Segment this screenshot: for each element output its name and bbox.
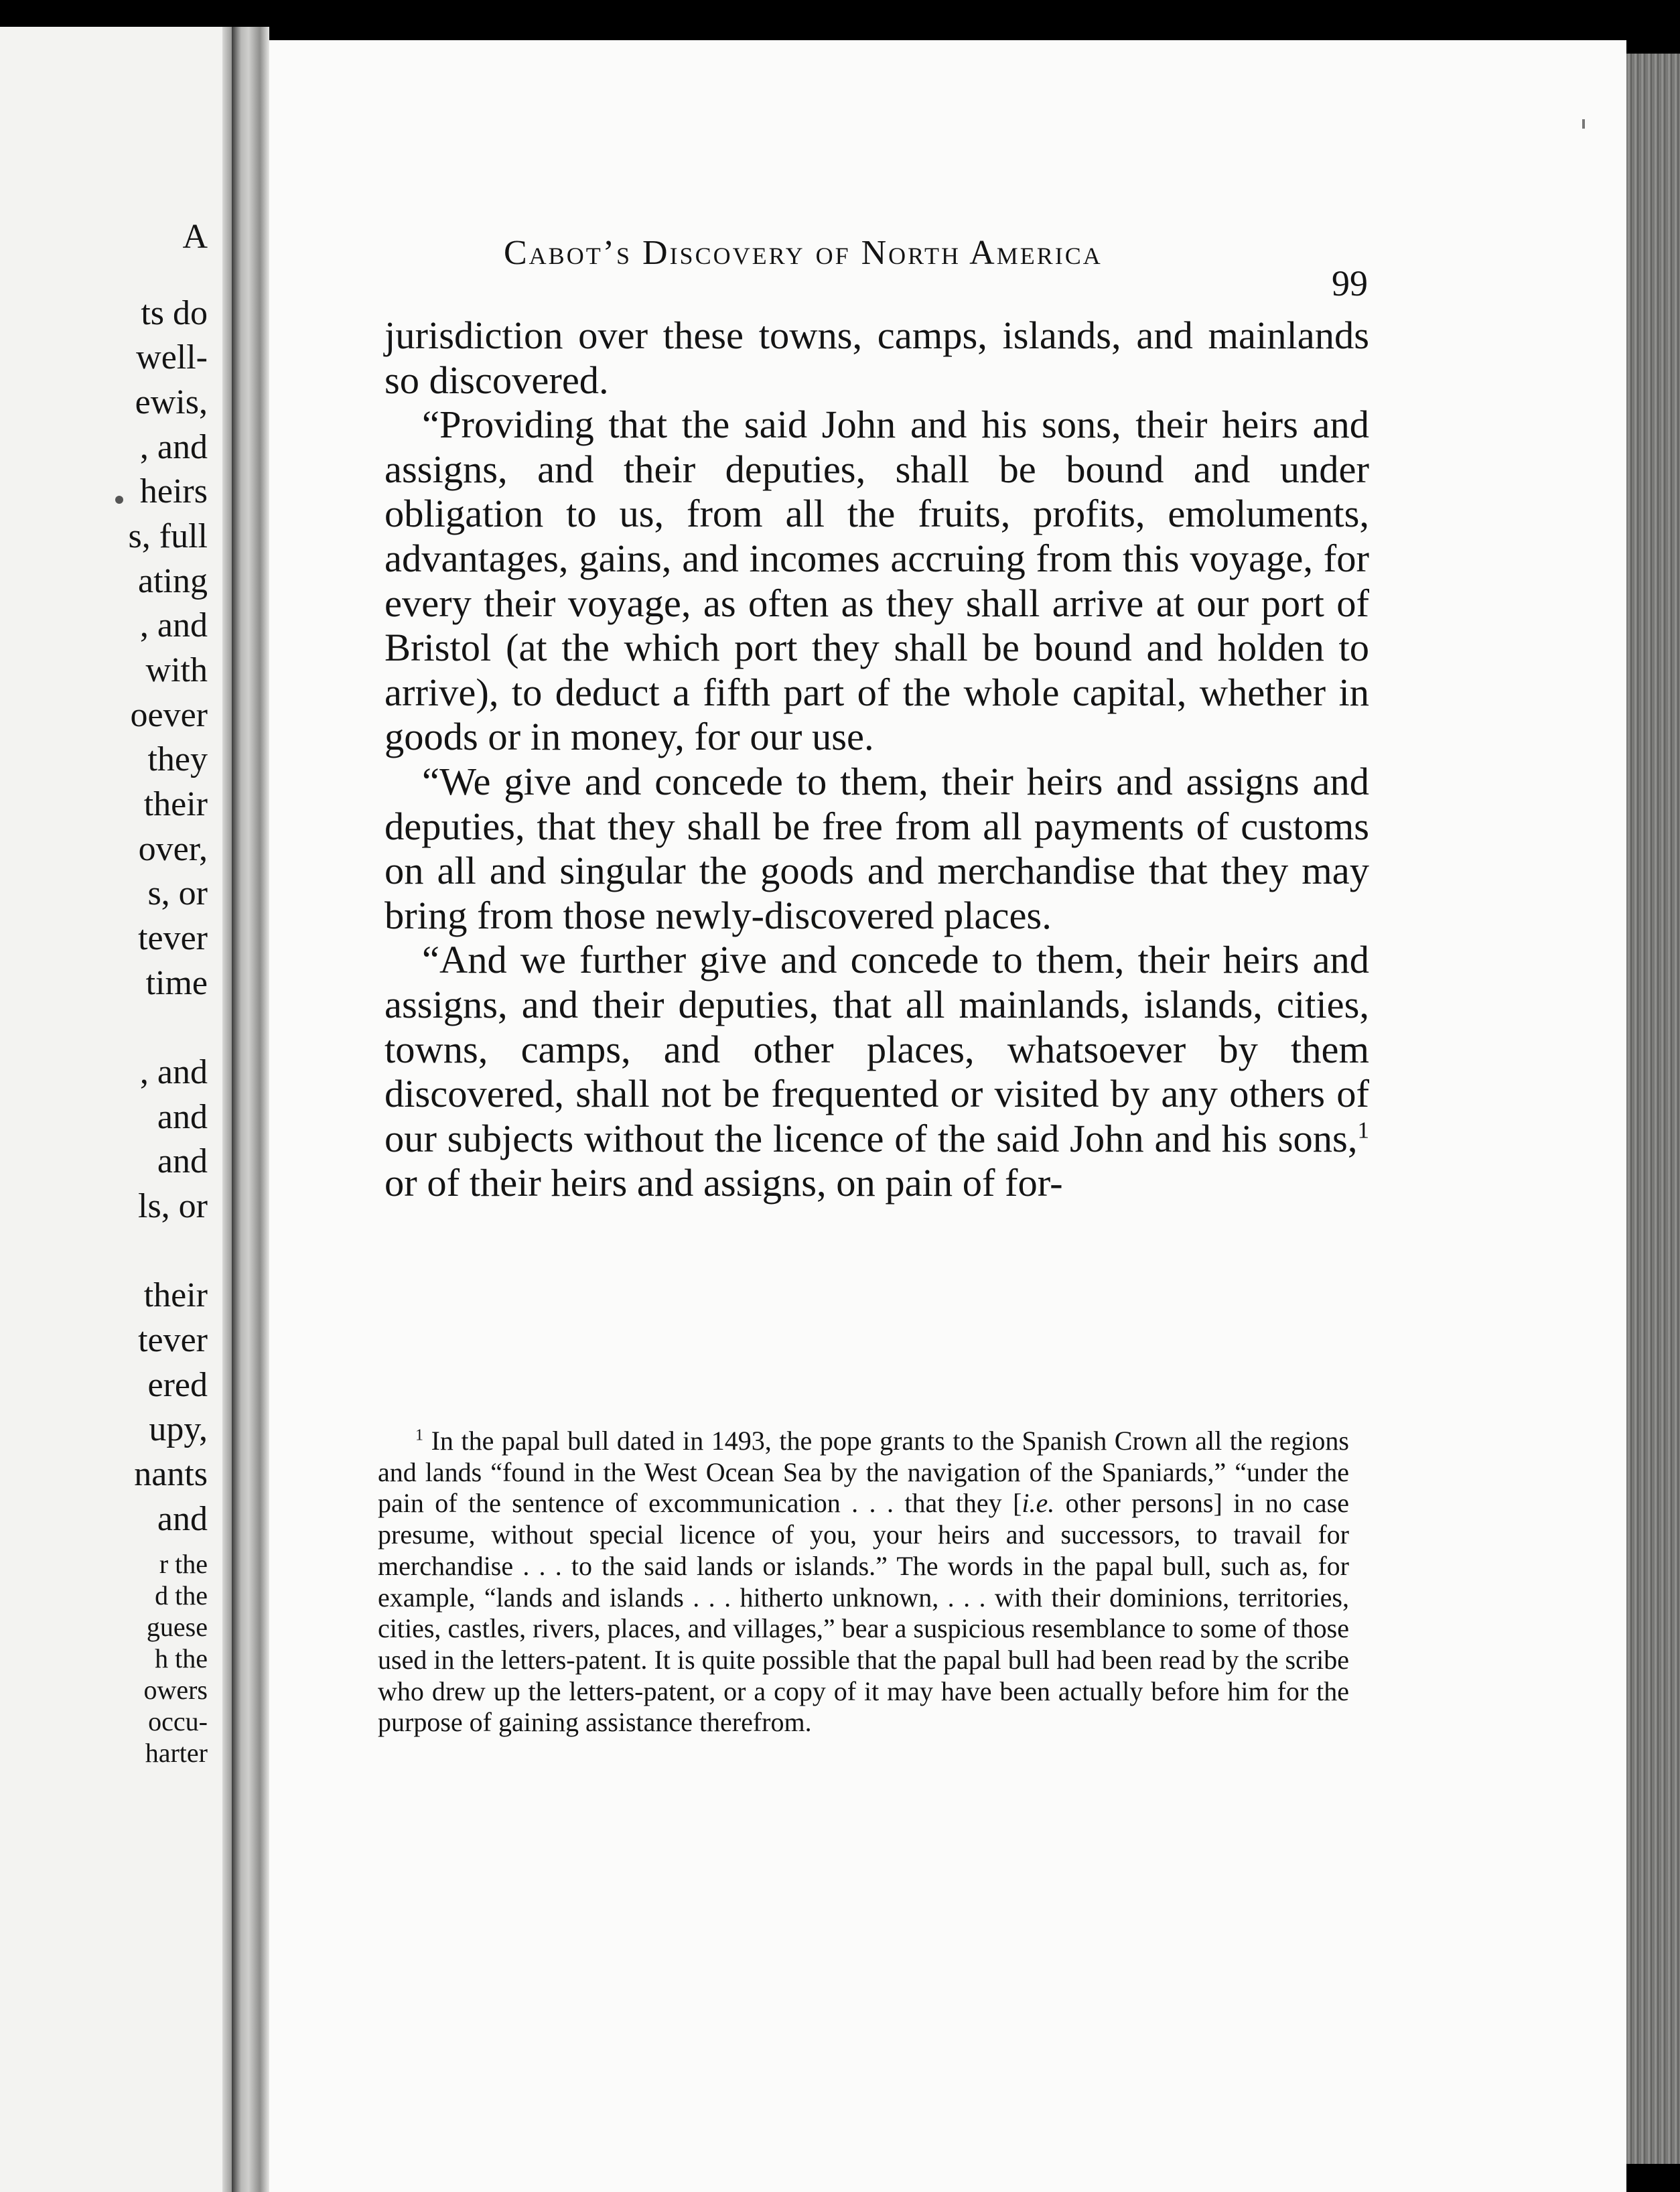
ink-speck [115,496,123,504]
paragraph: “We give and concede to them, their heirs and assigns and deputies, that they shall be free from all payments of customs on all and singular the goods and merchandise that they may bring from those newly-discovered places. [384,759,1369,937]
previous-page-footnote-line: owers [143,1675,208,1705]
previous-page-footnote-line: guese [146,1612,208,1642]
footnote-text-part: In the papal bull dated in 1493, the pope grants to the Spanish Crown all the regions and lands “found in the West Ocean Sea by the navigation of the Spaniards,” “under the pain of the sentence of excommunication . . . that they [ [378,1426,1349,1519]
previous-page-line: tever [138,1321,208,1359]
previous-page-line: s, or [147,874,208,912]
page-number: 99 [1332,263,1368,303]
page-fore-edge [1626,54,1680,2164]
footnote-text [378,1426,1349,1738]
previous-page-line: tever [138,919,208,957]
footnote-reference: 1 [1357,1117,1369,1144]
previous-page-footnote-line: d the [155,1580,208,1611]
previous-page-footnote-line: h the [155,1643,208,1673]
previous-page-line: they [147,740,208,778]
previous-page-edge [222,27,232,2192]
previous-page-line: over, [138,830,208,868]
footnote-marker: 1 [415,1426,423,1444]
previous-page-line: , and [139,428,208,466]
previous-page-line: ating [138,562,208,600]
previous-page-line: ered [147,1366,208,1404]
previous-page-footnote-line: harter [145,1738,208,1768]
body-text [384,314,1369,1206]
previous-page-line: nants [134,1455,208,1493]
previous-page-line: their [143,785,208,823]
previous-page-line: ls, or [138,1187,208,1225]
paragraph: “Providing that the said John and his sons, their heirs and assigns, and their deputies, shall be bound and under obligation to us, from all the fruits, profits, emoluments, advantages, gains, and incomes accruing from this voyage, for every their voyage, as often as they shall arrive at our port of Bristol (at the which port they shall be bound and holden to arrive), to deduct a fifth part of the whole capital, whether in goods or in money, for our use. [384,403,1369,759]
footnote [378,1426,1349,1738]
previous-page-line: their [143,1276,208,1314]
previous-page-line: , and [139,1053,208,1091]
paragraph-text: or of their heirs and assigns, on pain of for- [384,1161,1063,1205]
previous-page-line: time [145,964,208,1002]
ink-mark [1582,119,1585,129]
footnote-text-part: other persons] in no case presume, without special licence of you, your heirs and successors, to travail for merchandise . . . to the said lands or islands.” The words in the papal bull, such as, for example, “lands and islands . . . hitherto unknown, . . . with their dominions, territories, cities, castles, rivers, places, and villages,” bear a suspicious resemblance to some of those used in the letters-patent. It is quite possible that the papal bull had been read by the scribe who drew up the letters-patent, or a copy of it may have been actually before him for the purpose of gaining assistance therefrom. [378,1488,1349,1738]
previous-page-line: and [157,1142,208,1180]
paragraph-text: “And we further give and concede to them, their heirs and assigns, and their deputies, that all mainlands, islands, cities, towns, camps, and other places, whatsoever by them discovered, shall not be frequented or visited by any others of our subjects without the licence of the said John and his sons, [384,938,1369,1160]
previous-page-line: ewis, [135,383,208,421]
previous-page-line: heirs [139,472,208,510]
previous-page-line: and [157,1500,208,1538]
paragraph: jurisdiction over these towns, camps, islands, and mainlands so discovered. [384,314,1369,402]
previous-page-footnote-line: occu- [148,1706,208,1736]
previous-page-line: oever [130,696,208,734]
previous-page-corner-letter: A [182,218,208,256]
previous-page-line: with [145,651,208,689]
previous-page-line: well- [136,338,208,376]
book-gutter [232,27,269,2192]
footnote-abbreviation: i.e. [1022,1488,1055,1519]
previous-page-line: upy, [149,1410,208,1448]
previous-page-line: and [157,1098,208,1136]
previous-page-line: s, full [128,517,208,555]
previous-page-footnote-line: r the [159,1549,208,1579]
running-head: Cabot’s Discovery of North America [504,234,1103,272]
paragraph [384,938,1369,1206]
previous-page-line: ts do [141,294,208,332]
previous-page-fragment [0,27,232,2192]
previous-page-line: , and [139,606,208,644]
